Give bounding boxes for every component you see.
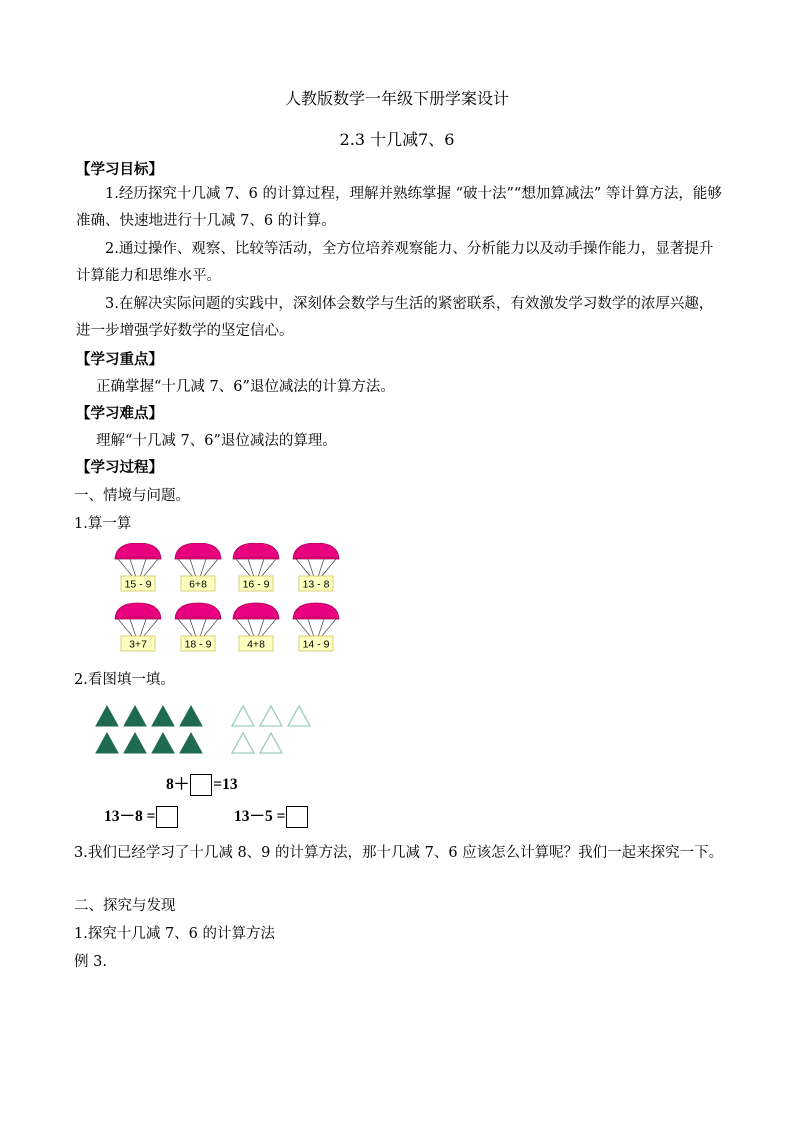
parachutes-illustration bbox=[114, 543, 354, 661]
outline-triangle bbox=[260, 706, 282, 726]
answer-box-2[interactable] bbox=[156, 806, 178, 828]
equation-addition-left: 8＋ bbox=[166, 776, 190, 793]
example-label: 例 3. bbox=[74, 954, 107, 970]
answer-box-3[interactable] bbox=[286, 806, 308, 828]
section-2-title: 二、探究与发现 bbox=[74, 898, 176, 914]
parachute-label: 3+7 bbox=[129, 638, 147, 651]
equation-addition-right: =13 bbox=[213, 776, 238, 793]
filled-triangle bbox=[180, 706, 202, 726]
parachute bbox=[175, 543, 221, 591]
item-3-text: 3.我们已经学习了十几减 8、9 的计算方法，那十几减 7、6 应该怎么计算呢？我们一起来探究一下。 bbox=[74, 845, 724, 861]
outline-triangle bbox=[260, 733, 282, 753]
filled-triangle bbox=[96, 733, 118, 753]
outline-triangle bbox=[288, 706, 310, 726]
parachute bbox=[293, 543, 339, 591]
parachute-label: 18 - 9 bbox=[184, 638, 212, 651]
document-title: 人教版数学一年级下册学案设计 bbox=[284, 89, 509, 108]
parachute bbox=[233, 543, 279, 591]
difficulty-text: 理解“十几减 7、6”退位减法的算理。 bbox=[96, 433, 337, 449]
equation-sub-2-left: 13－5 = bbox=[234, 808, 286, 825]
key-heading: 【学习重点】 bbox=[76, 351, 163, 368]
filled-triangle bbox=[180, 733, 202, 753]
outline-triangle bbox=[232, 706, 254, 726]
key-text: 正确掌握“十几减 7、6”退位减法的计算方法。 bbox=[96, 379, 395, 395]
section-1-title: 一、情境与问题。 bbox=[74, 488, 190, 504]
goal-item-3: 3.在解决实际问题的实践中，深刻体会数学与生活的紧密联系，有效激发学习数学的浓厚兴趣，进一步增强学好数学的坚定信心。 bbox=[76, 296, 714, 339]
parachute bbox=[115, 603, 161, 651]
filled-triangle bbox=[96, 706, 118, 726]
sub-1-title: 1.探究十几减 7、6 的计算方法 bbox=[74, 926, 276, 942]
parachute bbox=[233, 603, 279, 651]
outline-triangle bbox=[232, 733, 254, 753]
parachute-label: 14 - 9 bbox=[302, 638, 330, 651]
equation-sub-2 bbox=[234, 804, 309, 828]
goal-item-1: 1.经历探究十几减 7、6 的计算过程，理解并熟练掌握 “破十法”“想加算减法” 等计算方法，能够准确、快速地进行十几减 7、6 的计算。 bbox=[76, 186, 722, 229]
item-1-label: 1.算一算 bbox=[74, 516, 132, 532]
filled-triangle bbox=[152, 706, 174, 726]
parachute-exercise bbox=[114, 543, 354, 665]
filled-triangle bbox=[152, 733, 174, 753]
filled-triangle bbox=[124, 706, 146, 726]
filled-triangle bbox=[124, 733, 146, 753]
parachute-label: 15 - 9 bbox=[124, 578, 152, 591]
answer-box-1[interactable] bbox=[190, 774, 212, 796]
parachute-label: 6+8 bbox=[189, 578, 207, 591]
parachute-label: 16 - 9 bbox=[242, 578, 270, 591]
equation-addition bbox=[166, 772, 238, 796]
parachute bbox=[293, 603, 339, 651]
process-heading: 【学习过程】 bbox=[76, 459, 163, 476]
equation-sub-1 bbox=[104, 804, 179, 828]
parachute-label: 4+8 bbox=[247, 638, 265, 651]
lesson-subtitle: 2.3 十几减7、6 bbox=[339, 130, 455, 149]
goals-heading: 【学习目标】 bbox=[76, 161, 163, 178]
goal-item-2: 2.通过操作、观察、比较等活动，全方位培养观察能力、分析能力以及动手操作能力，显著提升计算能力和思维水平。 bbox=[76, 241, 714, 284]
item-2-label: 2.看图填一填。 bbox=[74, 672, 175, 688]
parachute-label: 13 - 8 bbox=[302, 578, 330, 591]
parachute bbox=[175, 603, 221, 651]
parachute bbox=[115, 543, 161, 591]
equation-sub-1-left: 13－8 = bbox=[104, 808, 156, 825]
triangle-figure bbox=[92, 702, 322, 758]
difficulty-heading: 【学习难点】 bbox=[76, 405, 163, 422]
